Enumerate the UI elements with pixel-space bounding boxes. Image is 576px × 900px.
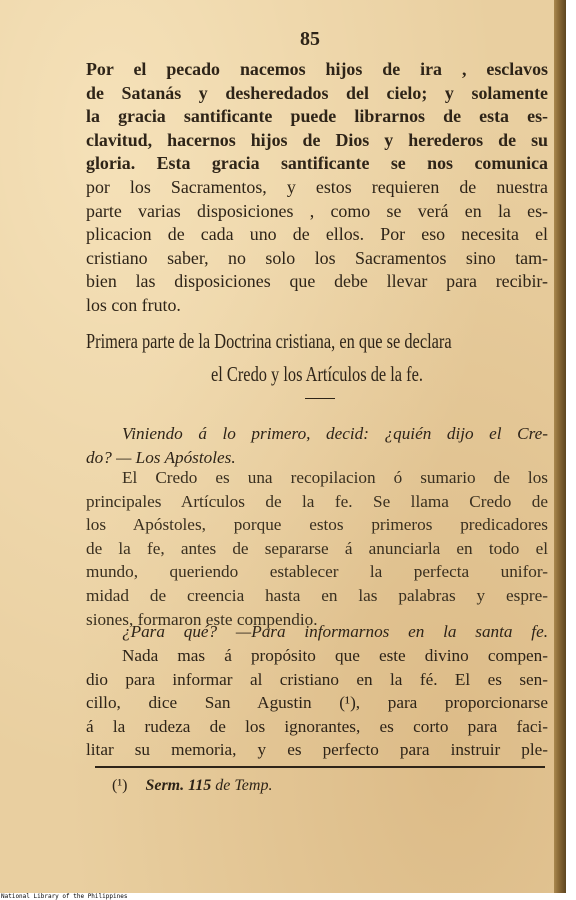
page-edge <box>554 0 566 893</box>
text-line: la gracia santificante puede librarnos de esta es- <box>86 106 548 127</box>
text-line: dio para informar al cristiano en la fé. El es sen- <box>86 669 548 689</box>
text-line: Nada mas á propósito que este divino compen- <box>122 646 548 665</box>
text-line: do? — Los Apóstoles. <box>86 447 236 467</box>
heading-line: el Credo y los Artículos de la fe. <box>211 362 423 386</box>
text-line: á la rudeza de los ignorantes, es corto para faci- <box>86 716 548 736</box>
text-line: cristiano saber, no solo los Sacramentos sino tam- <box>86 247 548 268</box>
text-line: clavitud, hacernos hijos de Dios y herederos de su <box>86 129 548 150</box>
text-line: plicacion de cada uno de ellos. Por eso necesita el <box>86 224 548 245</box>
paragraph-compendium <box>86 644 548 762</box>
text-line: siones, formaron este compendio. <box>86 609 318 629</box>
footnote-mark: (¹) <box>112 777 128 794</box>
text-line: midad de creencia hasta en las palabras y espre- <box>86 585 548 605</box>
text-line: los con fruto. <box>86 294 181 315</box>
footnote <box>112 777 272 795</box>
text-line: principales Artículos de la fe. Se llama Credo de <box>86 491 548 511</box>
text-line: parte varias disposiciones , como se verá en la es- <box>86 200 548 221</box>
text-line: por los Sacramentos, y estos requieren de nuestra <box>86 176 548 197</box>
text-line: El Credo es una recopilacion ó sumario de los <box>122 468 548 487</box>
question-who <box>86 422 548 469</box>
text-line: gloria. Esta gracia santificante se nos comunica <box>86 153 548 174</box>
text-line: los Apóstoles, porque estos primeros predicadores <box>86 515 548 535</box>
footnote-reference: Serm. 115 <box>145 777 212 794</box>
text-line: de la fe, antes de separarse á anunciarla en todo el <box>86 538 548 558</box>
library-credit: National Library of the Philippines <box>1 893 128 900</box>
footnote-divider <box>95 766 545 768</box>
heading-line: Primera parte de la Doctrina cristiana, en que se declara <box>86 329 452 353</box>
page-number: 85 <box>300 28 320 50</box>
section-heading <box>86 325 548 391</box>
text-line: mundo, queriendo establecer la perfecta unifor- <box>86 562 548 582</box>
paragraph-credo <box>86 466 548 631</box>
text-line: litar su memoria, y es perfecto para instruir ple- <box>86 740 548 760</box>
text-line: ¿Para qué? —Para informarnos en la santa fe. <box>122 622 548 641</box>
paragraph-intro <box>86 58 548 318</box>
text-line: Viniendo á lo primero, decid: ¿quién dijo el Cre- <box>122 424 548 443</box>
text-line: de Satanás y desheredados del cielo; y solamente <box>86 82 548 103</box>
footnote-tail: de Temp. <box>215 777 273 794</box>
text-line: cillo, dice San Agustin (¹), para proporcionarse <box>86 693 548 713</box>
text-line: bien las disposiciones que debe llevar para recibir- <box>86 271 548 292</box>
text-line: Por el pecado nacemos hijos de ira , esclavos <box>86 59 548 79</box>
question-why <box>86 620 548 644</box>
heading-divider <box>305 398 335 399</box>
